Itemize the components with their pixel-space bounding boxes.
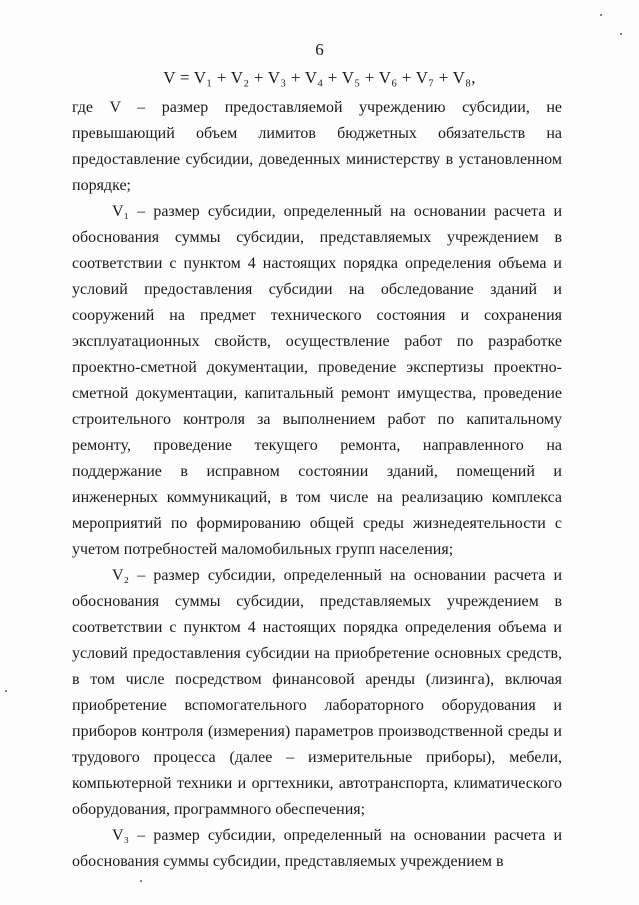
document-body [72, 95, 562, 875]
scan-speck [5, 690, 7, 692]
paragraph-v3: V₃ – размер субсидии, определенный на основании расчета и обоснования суммы субсидии, представляемых учреждением в [72, 827, 562, 870]
page-number: 6 [315, 40, 324, 59]
paragraph-definition-v: где V – размер предоставляемой учреждению субсидии, не превышающий объем лимитов бюджетных обязательств на предоставление субсидии, доведенных министерству в установленном порядке; [72, 99, 562, 194]
paragraph-v2: V₂ – размер субсидии, определенный на основании расчета и обоснования суммы субсидии, представляемых учреждением в соответствии с пунктом 4 настоящих порядка определения объема и условий предоставления субсидии на приобретение основных средств, в том числе посредством финансовой аренды (лизинга), включая приобретение вспомогательного лабораторного оборудования и приборов контроля (измерения) параметров производственной среды и трудового процесса (далее – измерительные приборы), мебели, компьютерной техники и оргтехники, автотранспорта, климатического оборудования, программного обеспечения; [72, 567, 562, 818]
paragraph-v1: V₁ – размер субсидии, определенный на основании расчета и обоснования суммы субсидии, представляемых учреждением в соответствии с пунктом 4 настоящих порядка определения объема и условий предоставления субсидии на обследование зданий и сооружений на предмет технического состояния и сохранения эксплуатационных свойств, осуществление работ по разработке проектно-сметной документации, проведение экспертизы проектно-сметной документации, капитальный ремонт имущества, проведение строительного контроля за выполнением работ по капитальному ремонту, проведение текущего ремонта, направленного на поддержание в исправном состоянии зданий, помещений и инженерных коммуникаций, в том числе на реализацию комплекса мероприятий по формированию общей среды жизнедеятельности с учетом потребностей маломобильных групп населения; [72, 203, 562, 558]
scan-speck [600, 14, 602, 16]
scan-speck [620, 33, 622, 35]
scan-speck [140, 880, 142, 882]
subsidy-formula: V = V₁ + V₂ + V₃ + V₄ + V₅ + V₆ + V₇ + V₈, [163, 68, 476, 87]
